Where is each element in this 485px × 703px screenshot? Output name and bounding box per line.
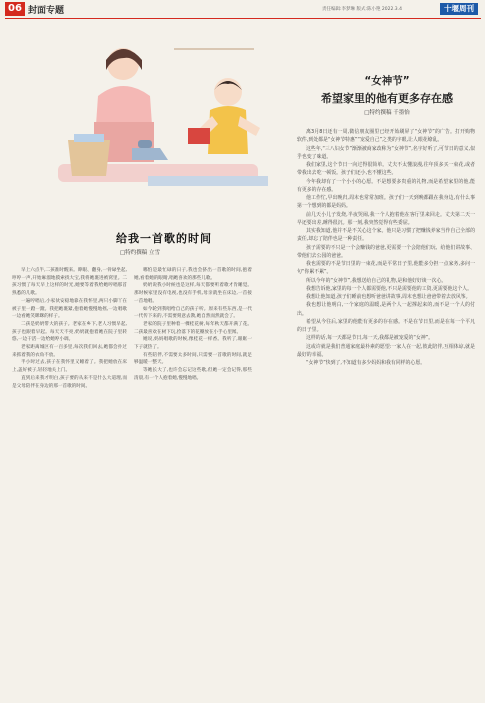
paragraph: 早上六点半,二孩准时醒来。睁眼、翻身,一骨碌坐起,哼哼一声,开始麻溜地摸索找大宝,我将她裹进被窝里。二孩习惯了每天早上这样的时光,她要等着我给她哼唱那首熟悉的儿歌。 bbox=[12, 268, 127, 297]
paragraph: 老家的院子里种着一棵桂花树,每年秋天都开满了花。二孩最喜欢在树下玩,捡落下的花瓣放在小手心里闻。 bbox=[134, 321, 252, 335]
paragraph: 这样的话,每一天都是节日,每一天,我都是被宠爱的“女神”。 bbox=[306, 335, 434, 342]
right-article-heading bbox=[297, 73, 477, 116]
paragraph: 希望从今往后,家里的他能有更多的存在感。不是在节日里,而是在每一个平凡的日子里。 bbox=[297, 318, 475, 333]
section-title: 封面专题 bbox=[28, 6, 65, 16]
left-article-heading bbox=[116, 230, 288, 256]
paragraph: 我想让他知道,孩子们睡前也想听爸爸讲故事,周末也想让爸爸带着去放风筝。 bbox=[306, 294, 471, 300]
paragraph: “女神节”快到了,不知道有多少妈妈和我有同样的心愿。 bbox=[306, 360, 426, 366]
paragraph: 孩子需要的不只是一个会赚钱的爸爸,更需要一个会陪他们玩、给他们讲故事、带他们去公园的爸爸。 bbox=[297, 244, 475, 259]
paragraph: 我们家里,这个节日一向过得很简单。丈夫不太懂浪漫,往年顶多买一束花,或者带我出去吃一顿饭。孩子们还小,也不懂这些。 bbox=[297, 162, 475, 177]
paragraph: 他工作忙,早出晚归,周末也常常加班。孩子们一天到晚都跟在我身边,有什么事第一个想到的都是妈妈。 bbox=[297, 195, 475, 210]
paragraph: 有些陪伴,不需要太多时间,只需要一首歌的时间,就足够温暖一整天。 bbox=[134, 352, 252, 366]
paragraph: 哪怕是最忙碌的日子,我也会挤出一首歌的时间,抱着她,看着她的眼睛,唱她喜欢的那些儿歌。 bbox=[134, 268, 252, 281]
page-header bbox=[0, 0, 485, 18]
paragraph: 其实我知道,他并不是不关心这个家。他只是习惯了把赚钱养家当作自己全部的责任,却忘了陪伴也是一种责任。 bbox=[297, 228, 475, 243]
header-rule bbox=[5, 18, 481, 19]
paragraph: 她说,妈妈唱歌的时候,像桂花一样香。我听了,眼眶一下子就热了。 bbox=[134, 337, 252, 351]
left-article-column-1 bbox=[12, 267, 127, 693]
left-article-byline: □特约撰稿 立雪 bbox=[120, 250, 160, 256]
paragraph: 奶奶说我小时候也是这样,每天都要听着歌才肯睡觉。那时候家里没有电视,也没有手机,母亲就坐在床边,一首接一首地唱。 bbox=[134, 283, 252, 304]
paragraph: 半小时过去,孩子在我怀里又睡着了。我把她放在床上,盖好被子,轻轻地关上门。 bbox=[12, 360, 127, 374]
paragraph: 这些年,“三八妇女节”渐渐被商家改称为“女神节”,名字好听了,可节日的意义,似乎也变了味道。 bbox=[297, 145, 475, 160]
paragraph: 我也想让他明白,一个家庭的温暖,是两个人一起撑起来的,而不是一个人的付出。 bbox=[297, 302, 475, 317]
paragraph: 前几天小儿子发烧,半夜哭闹,我一个人抱着他在客厅里来回走。丈夫第二天一早还要出差,睡得很沉。那一刻,我突然觉得有些委屈。 bbox=[297, 211, 475, 226]
page-number: 06 bbox=[5, 2, 25, 16]
paragraph: 今年我却有了一个小小的心愿。不是想要多贵重的礼物,而是希望家里的他,能有更多的存在感。 bbox=[297, 178, 475, 193]
paragraph: 一遍哼唱后,小家伙安稳地靠在我怀里,两只小脚丫在被子里一蹬一蹬。我把她裹紧,抱着她慢慢地摇,一边唱歌一边看她笑眯眯的样子。 bbox=[12, 298, 127, 320]
paragraph: 等她长大了,也许会忘记这些歌,但她一定会记得,那些清晨,有一个人抱着她,慢慢地唱。 bbox=[134, 368, 252, 381]
right-article-body bbox=[297, 128, 475, 694]
paragraph: 我也需要的不是节日里的一束花,而是平常日子里,他能多分担一点家务,多问一句“你累不累”。 bbox=[297, 261, 475, 276]
paragraph: 老家距离城区有一百多里,每次我们回去,她都会扑过来抓着我的衣角不放。 bbox=[12, 345, 127, 358]
right-article-title-line2: 希望家里的他有更多存在感 bbox=[321, 92, 453, 105]
left-article-title: 给我一首歌的时间 bbox=[116, 232, 212, 245]
paragraph: 我想告诉他,家里的每一个人都需要他,不只是需要他的工资,更需要他这个人。 bbox=[306, 285, 473, 292]
right-article-byline: □特约撰稿 千墨怡 bbox=[364, 110, 410, 116]
paragraph: 如今轮到我唱给自己的孩子听。原来有些东西,是一代一代传下来的,不需要刻意去教,她自然而然就会了。 bbox=[134, 306, 252, 320]
editor-meta: 责任编辑:李梦琳 版式:陈小艳 2022.3.4 bbox=[322, 7, 402, 12]
paragraph: 这或许就是我们普通家庭最朴素的愿望:一家人在一起,彼此陪伴,互相体谅,就是最好的幸福。 bbox=[297, 343, 475, 358]
right-article-title-line1: “女神节” bbox=[364, 75, 410, 87]
paragraph: 离3月8日还有一周,微信朋友圈里已经开始刷屏了“女神节”的广告。打开购物软件,到处都是“女神节特惠”“宠爱自己”之类的字眼,让人眼花缭乱。 bbox=[297, 129, 475, 144]
newspaper-brand: 十堰周刊 bbox=[440, 3, 478, 15]
mother-child-illustration bbox=[28, 36, 280, 208]
left-article-column-2 bbox=[134, 267, 252, 693]
paragraph: 所以今年的“女神节”,我想送给自己的礼物,是和他好好谈一次心。 bbox=[306, 277, 447, 284]
paragraph: 二孩是奶奶带大的孩子。老家在乡下,老人习惯早起,孩子也跟着早起。每天天不亮,奶奶就抱着她在院子里转悠,一边干活一边给她哼小调。 bbox=[12, 321, 127, 343]
paragraph: 直到后来我才明白,孩子要的从来不是什么大道理,而是父母陪伴在身边的那一首歌的时间。 bbox=[12, 375, 127, 389]
